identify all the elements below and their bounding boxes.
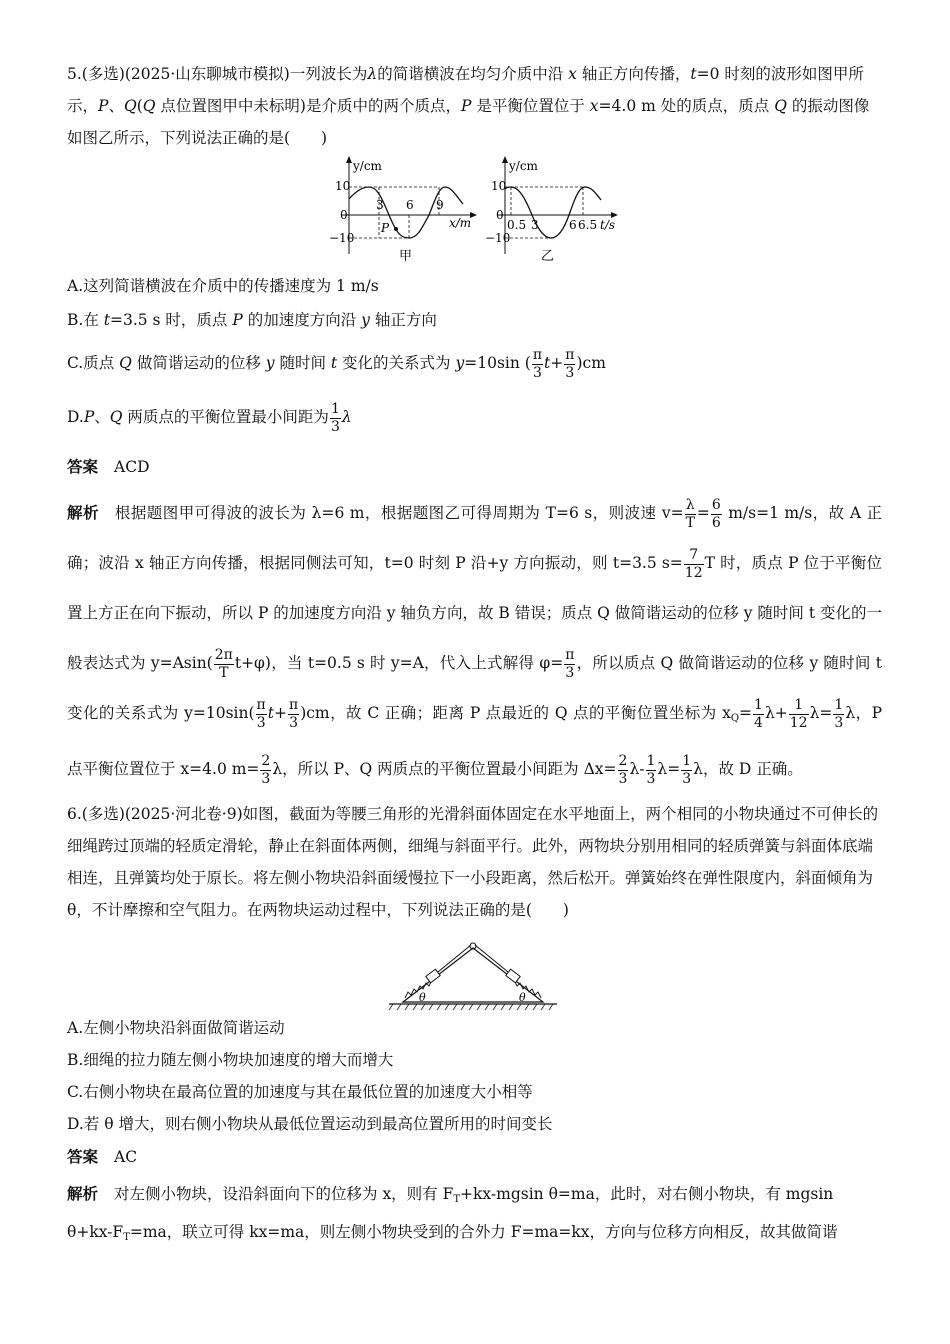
frac: $\frac{6}{6}$: [711, 496, 721, 531]
q5-figure-svg: [67, 156, 882, 268]
q5-option-c: C.质点 Q 做简谐运动的位移 y 随时间 t 变化的关系式为 y=10sin ( $\frac{\pi}{3}$ t+ $\frac{\pi}{3}$ )cm: [67, 346, 606, 381]
fig-a-point-p: P: [381, 221, 390, 235]
frac: $\frac{\pi}{3}$: [565, 346, 575, 381]
fig-a-ylabel: y/cm: [353, 159, 382, 173]
fig-b-ylabel: y/cm: [509, 159, 538, 173]
q5-option-d: D.P、Q 两质点的平衡位置最小间距为 $\frac{1}{3}$ λ: [67, 400, 352, 435]
q6-option-b: B.细绳的拉力随左侧小物块加速度的增大而增大: [67, 1051, 394, 1069]
fig-b-tick: 0.5: [507, 218, 527, 232]
frac: $\frac{1}{3}$: [834, 696, 844, 731]
frac: $\frac{1}{3}$: [330, 400, 340, 435]
theta-right: θ: [519, 991, 526, 1004]
q6-option-d: D.若 θ 增大，则右侧小物块从最低位置运动到最高位置所用的时间变长: [67, 1115, 553, 1133]
frac: $\frac{1}{12}$: [789, 696, 808, 731]
q6-stem: 6.(多选)(2025·河北卷·9)如图，截面为等腰三角形的光滑斜面体固定在水平地面上，两个相同的小物块通过不可伸长的细绳跨过顶端的轻质定滑轮，静止在斜面体两侧，细绳与斜面平行。此外，两物块分别用相同的轻质弹簧与斜面体底端相连，且弹簧均处于原长。将左侧小物块沿斜面缓慢拉下一小段距离，然后松开。弹簧始终在弹性限度内，斜面倾角为 θ，不计摩擦和空气阻力。在两物块运动过程中，下列说法正确的是( ): [67, 805, 879, 919]
frac: $\frac{1}{4}$: [754, 696, 763, 731]
page: [67, 58, 882, 1254]
theta-left: θ: [419, 991, 426, 1004]
fig-b-caption: 乙: [541, 249, 555, 264]
frac: $\frac{\pi}{3}$: [565, 646, 575, 681]
fig-b-xlabel: t/s: [600, 218, 616, 232]
q6-answer: 答案 AC: [67, 1148, 138, 1166]
figure-yi: [485, 156, 618, 264]
fig-a-yzero: 0: [340, 208, 348, 222]
frac: $\frac{1}{3}$: [682, 752, 692, 787]
fig-a-caption: 甲: [399, 249, 413, 264]
q5-option-a: A.这列简谐横波在介质中的传播速度为 1 m/s: [67, 277, 379, 295]
q5-figures: [67, 156, 882, 268]
fig-b-tick: 6.5: [578, 218, 598, 232]
q5-option-b: B.在 t=3.5 s 时，质点 P 的加速度方向沿 y 轴正方向: [67, 311, 437, 329]
q6-solution: 解析 对左侧小物块，设沿斜面向下的位移为 x，则有 $F_T+kx$-mgsin θ=ma，此时，对右侧小物块，有 mgsin $\theta+kx-F_T=ma$，联立可得 kx=ma，则左侧小物块受到的合外力 F=ma=kx，方向与位移方向相反，故其做简谐: [67, 1185, 838, 1243]
frac: $\frac{1}{3}$: [646, 752, 656, 787]
frac: $\frac{\lambda}{T}$: [685, 496, 695, 531]
fig-b-tick: 3: [531, 218, 539, 232]
q5-stem: 5.(多选)(2025·山东聊城市模拟)一列波长为λ的简谐横波在均匀介质中沿 x 轴正方向传播，t=0 时刻的波形如图甲所示，P、Q(Q 点位置图甲中未标明)是介质中的两个质点，P 是平衡位置位于 x=4.0 m 处的质点，质点 Q 的振动图像如图乙所示，下列说法正确的是( ): [67, 65, 870, 147]
frac: $\frac{2}{3}$: [618, 752, 628, 787]
q6-option-a: A.左侧小物块沿斜面做简谐运动: [67, 1019, 285, 1037]
fig-a-tick: 6: [406, 198, 414, 212]
frac: $\frac{2\pi}{T}$: [214, 646, 233, 681]
fig-a-tick: 9: [436, 198, 444, 212]
frac: $\frac{7}{12}$: [684, 546, 703, 581]
frac: $\frac{\pi}{3}$: [256, 696, 266, 731]
fig-a-tick: 3: [376, 198, 384, 212]
fig-a-xlabel: x/m: [449, 216, 472, 230]
figure-jia: [329, 156, 477, 264]
frac: $\frac{\pi}{3}$: [288, 696, 299, 731]
frac: $\frac{\pi}{3}$: [532, 346, 543, 381]
fig-a-ytop: 10: [335, 179, 351, 193]
fig-b-ytop: 10: [491, 179, 507, 193]
fig-b-ybot: −10: [485, 231, 511, 245]
q5-answer: 答案 ACD: [67, 458, 150, 476]
fig-a-ybot: −10: [329, 231, 355, 245]
fig-b-tick: 6: [569, 218, 577, 232]
fig-b-yzero: 0: [496, 208, 504, 222]
frac: $\frac{2}{3}$: [261, 752, 271, 787]
q6-figure-svg: [67, 926, 882, 1012]
q5-solution: 解析 根据题图甲可得波的波长为 λ=6 m，根据题图乙可得周期为 T=6 s，则波速 v= $\frac{\lambda}{T}$ = $\frac{6}{6}$ m/s=1 m/s，故 A 正确；波沿 x 轴正方向传播，根据同侧法可知，t=0 时刻 P 沿+y 方向振动，则 t=3.5 s= $\frac{7}{12}$ T 时，质点 P 位于平衡位置上方正在向下振动，所以 P 的加速度方向沿 y 轴负方向，故 B 错误；质点 Q 做简谐运动的位移 y 随时间 t 变化的一般表达式为 y=Asin( $\frac{2\pi}{T}$ t+φ)，当 t=0.5 s 时 y=A，代入上式解得 φ= $\frac{\pi}{3}$ ，所以质点 Q 做简谐运动的位移 y 随时间 t 变化的关系式为 y=10sin( $\frac{\pi}{3}$ t+ $\frac{\pi}{3}$ )cm，故 C 正确；距离 P 点最近的 Q 点的平衡位置坐标为 $x_Q=$ $\frac{1}{4}$ λ+ $\frac{1}{12}$ λ= $\frac{1}{3}$ λ，P 点平衡位置位于 x=4.0 m= $\frac{2}{3}$ λ，所以 P、Q 两质点的平衡位置最小间距为 Δx= $\frac{2}{3}$ λ- $\frac{1}{3}$ λ= $\frac{1}{3}$ λ，故 D 正确。: [67, 496, 882, 787]
q6-figure: [67, 926, 882, 1012]
q6-option-c: C.右侧小物块在最高位置的加速度与其在最低位置的加速度大小相等: [67, 1083, 533, 1101]
